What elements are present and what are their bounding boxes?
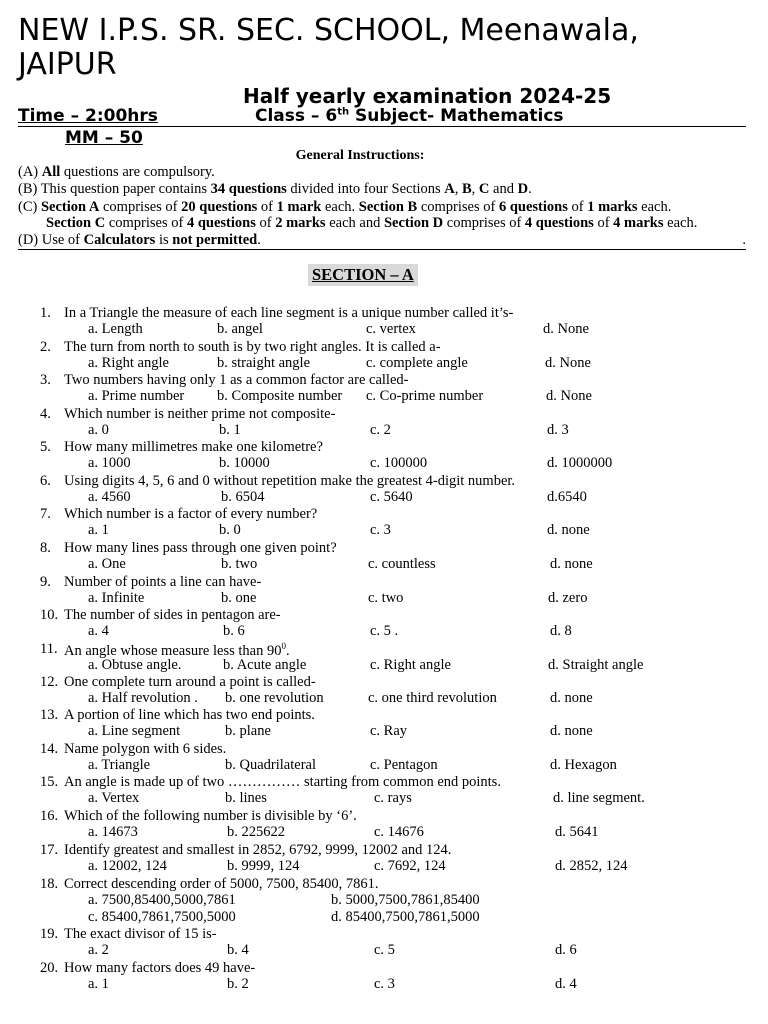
instructions-title: General Instructions: bbox=[295, 148, 425, 163]
instruction-text: each. bbox=[637, 199, 672, 215]
question-text-main: How many lines pass through one given point? bbox=[64, 540, 337, 556]
option-c: c. Right angle bbox=[370, 657, 451, 673]
question-text bbox=[64, 842, 451, 859]
option-c: c. rays bbox=[374, 790, 412, 806]
question-text-main: Which number is a factor of every number? bbox=[64, 506, 318, 522]
option-d: d. 4 bbox=[555, 976, 577, 992]
option-c: c. 5640 bbox=[370, 489, 413, 505]
question-number: 7. bbox=[40, 506, 51, 522]
option-d: d. 8 bbox=[550, 623, 572, 639]
option-a: a. Obtuse angle. bbox=[88, 657, 182, 673]
option-c: c. 3 bbox=[370, 522, 391, 538]
instruction-text: (C) bbox=[18, 199, 41, 215]
question-number: 19. bbox=[40, 926, 59, 942]
instruction-item bbox=[46, 215, 697, 232]
instruction-item bbox=[18, 181, 532, 198]
question-number: 18. bbox=[40, 876, 59, 892]
option-a: a. 1 bbox=[88, 522, 109, 538]
instruction-item bbox=[18, 164, 215, 181]
instruction-text: Calculators bbox=[83, 232, 156, 248]
option-c: c. 7692, 124 bbox=[374, 858, 446, 874]
option-c: c. 5 . bbox=[370, 623, 399, 639]
option-d: d. zero bbox=[548, 590, 588, 606]
question-text bbox=[64, 574, 261, 591]
option-b: b. 4 bbox=[227, 942, 249, 958]
option-a: a. Infinite bbox=[88, 590, 145, 606]
option-d: d. 6 bbox=[555, 942, 577, 958]
option-b: b. Acute angle bbox=[223, 657, 307, 673]
option-a: a. 1 bbox=[88, 976, 109, 992]
option-d: d. Hexagon bbox=[550, 757, 617, 773]
question-text-main: How many factors does 49 have- bbox=[64, 960, 256, 976]
question-number: 20. bbox=[40, 960, 59, 976]
option-a: a. 12002, 124 bbox=[88, 858, 167, 874]
option-d: d. none bbox=[550, 556, 593, 572]
option-b: b. one bbox=[221, 590, 257, 606]
class-suffix: th bbox=[337, 106, 350, 118]
class-label: Class – 6 bbox=[255, 106, 338, 126]
option-d: d. 2852, 124 bbox=[555, 858, 628, 874]
option-b: b. 1 bbox=[219, 422, 241, 438]
instruction-text: comprises of bbox=[417, 199, 499, 215]
option-d: d. 1000000 bbox=[547, 455, 613, 471]
instruction-text: 20 questions bbox=[181, 199, 258, 215]
question-number: 13. bbox=[40, 707, 59, 723]
class-subject bbox=[255, 106, 564, 126]
option-a: a. Half revolution . bbox=[88, 690, 198, 706]
question-number: 10. bbox=[40, 607, 59, 623]
option-b: b. Composite number bbox=[217, 388, 343, 404]
option-a: a. Triangle bbox=[88, 757, 151, 773]
question-text-main: Number of points a line can have- bbox=[64, 574, 262, 590]
option-c: c. 5 bbox=[374, 942, 395, 958]
instruction-text: not permitted bbox=[172, 232, 258, 248]
question-text bbox=[64, 439, 323, 456]
option-d: d. none bbox=[547, 522, 590, 538]
instruction-text: 4 questions bbox=[524, 215, 594, 231]
instruction-text: 1 marks bbox=[587, 199, 638, 215]
option-a: a. 0 bbox=[88, 422, 109, 438]
question-text-main: An angle is made up of two …………… starting from common end points. bbox=[64, 774, 501, 790]
question-number: 16. bbox=[40, 808, 59, 824]
question-text bbox=[64, 876, 379, 893]
instruction-item bbox=[18, 199, 671, 216]
instruction-text: is bbox=[155, 232, 173, 248]
question-text-main: In a Triangle the measure of each line segment is a unique number called it’s- bbox=[64, 305, 514, 321]
option-a: a. 1000 bbox=[88, 455, 131, 471]
question-number: 9. bbox=[40, 574, 51, 590]
question-number: 5. bbox=[40, 439, 51, 455]
question-text bbox=[64, 473, 515, 490]
option-a: a. 7500,85400,5000,7861 bbox=[88, 892, 236, 908]
instruction-text: comprises of bbox=[443, 215, 525, 231]
max-marks: MM – 50 bbox=[65, 128, 143, 148]
question-number: 4. bbox=[40, 406, 51, 422]
option-c: c. 100000 bbox=[370, 455, 428, 471]
question-text-main: An angle whose measure less than 90 bbox=[64, 642, 282, 659]
instruction-text: questions are compulsory. bbox=[60, 164, 215, 180]
question-number: 11. bbox=[40, 641, 58, 657]
subject-label: Subject- Mathematics bbox=[355, 106, 564, 126]
question-text bbox=[64, 674, 316, 691]
option-d: d. Straight angle bbox=[548, 657, 644, 673]
option-b: b. Quadrilateral bbox=[225, 757, 316, 773]
question-text-main: Using digits 4, 5, 6 and 0 without repetition make the greatest 4-digit number. bbox=[64, 473, 516, 489]
option-c: c. complete angle bbox=[366, 355, 468, 371]
question-text bbox=[64, 607, 281, 624]
option-b: b. one revolution bbox=[225, 690, 324, 706]
option-d: d. line segment. bbox=[553, 790, 645, 806]
option-d: d. None bbox=[546, 388, 592, 404]
option-a: a. 14673 bbox=[88, 824, 138, 840]
instruction-text: 4 questions bbox=[186, 215, 256, 231]
option-c: c. Co-prime number bbox=[366, 388, 484, 404]
option-a: a. 4560 bbox=[88, 489, 131, 505]
option-c: c. countless bbox=[368, 556, 436, 572]
question-number: 12. bbox=[40, 674, 59, 690]
option-a: a. 2 bbox=[88, 942, 109, 958]
instruction-text: A bbox=[444, 181, 455, 197]
option-b: b. 6 bbox=[223, 623, 245, 639]
question-text-main: Identify greatest and smallest in 2852, 6792, 9999, 12002 and 124. bbox=[64, 842, 452, 858]
question-text-main: Correct descending order of 5000, 7500, 85400, 7861. bbox=[64, 876, 379, 892]
instruction-item bbox=[18, 232, 746, 250]
question-number: 1. bbox=[40, 305, 51, 321]
instruction-text: and bbox=[489, 181, 518, 197]
instruction-text: All bbox=[41, 164, 61, 180]
instruction-text: B bbox=[462, 181, 472, 197]
instruction-text: of bbox=[255, 215, 276, 231]
question-number: 8. bbox=[40, 540, 51, 556]
option-a: a. Vertex bbox=[88, 790, 140, 806]
instruction-text: 1 mark bbox=[276, 199, 322, 215]
option-b: b. 6504 bbox=[221, 489, 265, 505]
question-text-main: Two numbers having only 1 as a common factor are called- bbox=[64, 372, 409, 388]
option-a: a. Length bbox=[88, 321, 143, 337]
option-c: c. vertex bbox=[366, 321, 416, 337]
instruction-text: Section C bbox=[46, 215, 106, 231]
question-number: 17. bbox=[40, 842, 59, 858]
exam-time: Time – 2:00hrs bbox=[18, 106, 158, 126]
option-a: a. 4 bbox=[88, 623, 109, 639]
question-text-main: How many millimetres make one kilometre? bbox=[64, 439, 323, 455]
question-number: 15. bbox=[40, 774, 59, 790]
option-b: b. 0 bbox=[219, 522, 241, 538]
instruction-text: (D) Use of bbox=[18, 232, 84, 248]
question-text-main: A portion of line which has two end points. bbox=[64, 707, 315, 723]
instruction-text: comprises of bbox=[99, 199, 182, 215]
instruction-text: of bbox=[567, 199, 588, 215]
question-number: 2. bbox=[40, 339, 51, 355]
instruction-text: of bbox=[593, 215, 614, 231]
instruction-text: of bbox=[257, 199, 277, 215]
option-d: d.6540 bbox=[547, 489, 587, 505]
instruction-text: 34 questions bbox=[210, 181, 287, 197]
option-d: d. none bbox=[550, 690, 593, 706]
option-d: d. none bbox=[550, 723, 593, 739]
instruction-text: (B) This question paper contains bbox=[18, 181, 211, 197]
instruction-text: C bbox=[478, 181, 490, 197]
question-text-main: One complete turn around a point is called- bbox=[64, 674, 316, 690]
option-b: b. two bbox=[221, 556, 258, 572]
instruction-text: Section D bbox=[383, 215, 444, 231]
question-text bbox=[64, 741, 226, 758]
question-text bbox=[64, 339, 441, 356]
question-text-main: Which number is neither prime not composite- bbox=[64, 406, 336, 422]
question-text bbox=[64, 926, 217, 943]
question-text-suffix: . bbox=[285, 642, 290, 659]
instruction-text: , bbox=[471, 181, 479, 197]
instruction-text: (A) bbox=[18, 164, 42, 180]
question-text bbox=[64, 808, 357, 825]
instruction-text: . bbox=[528, 181, 532, 197]
question-text bbox=[64, 305, 513, 322]
option-c: c. 3 bbox=[374, 976, 395, 992]
option-b: b. 5000,7500,7861,85400 bbox=[331, 892, 480, 908]
question-text bbox=[64, 707, 315, 724]
option-d: d. 5641 bbox=[555, 824, 599, 840]
option-c: c. 2 bbox=[370, 422, 391, 438]
instruction-text: Section B bbox=[358, 199, 418, 215]
option-c: c. Pentagon bbox=[370, 757, 438, 773]
section-a-title: SECTION – A bbox=[308, 264, 418, 286]
instruction-text: D bbox=[517, 181, 529, 197]
instruction-text: , bbox=[454, 181, 462, 197]
instruction-text: 4 marks bbox=[613, 215, 664, 231]
question-text bbox=[64, 372, 408, 389]
option-b: b. 2 bbox=[227, 976, 249, 992]
option-b: b. lines bbox=[225, 790, 267, 806]
option-b: b. 225622 bbox=[227, 824, 285, 840]
option-d: d. 3 bbox=[547, 422, 569, 438]
exam-details-row bbox=[18, 106, 746, 127]
option-a: a. Line segment bbox=[88, 723, 181, 739]
school-name: NEW I.P.S. SR. SEC. SCHOOL, Meenawala, JAIPUR bbox=[18, 13, 639, 82]
option-d: d. None bbox=[543, 321, 589, 337]
question-text bbox=[64, 406, 335, 423]
question-text bbox=[64, 960, 255, 977]
instruction-text: Section A bbox=[40, 199, 100, 215]
option-c: c. one third revolution bbox=[368, 690, 497, 706]
option-c: c. two bbox=[368, 590, 404, 606]
instruction-text: comprises of bbox=[105, 215, 187, 231]
option-a: a. Right angle bbox=[88, 355, 169, 371]
question-text bbox=[64, 506, 317, 523]
option-c: c. Ray bbox=[370, 723, 408, 739]
option-d: d. None bbox=[545, 355, 591, 371]
option-d: d. 85400,7500,7861,5000 bbox=[331, 909, 480, 925]
question-text-main: Which of the following number is divisible by ‘6’. bbox=[64, 808, 357, 824]
question-number: 3. bbox=[40, 372, 51, 388]
option-c: c. 85400,7861,7500,5000 bbox=[88, 909, 236, 925]
option-b: b. angel bbox=[217, 321, 263, 337]
instruction-text: divided into four Sections bbox=[286, 181, 445, 197]
instruction-trailing-dot: . bbox=[742, 232, 746, 248]
instruction-text: each and bbox=[325, 215, 384, 231]
question-text bbox=[64, 774, 501, 791]
instruction-text: each. bbox=[321, 199, 359, 215]
option-c: c. 14676 bbox=[374, 824, 424, 840]
option-a: a. One bbox=[88, 556, 126, 572]
question-text bbox=[64, 540, 337, 557]
instruction-text: each. bbox=[663, 215, 698, 231]
question-text-main: Name polygon with 6 sides. bbox=[64, 741, 227, 757]
option-a: a. Prime number bbox=[88, 388, 185, 404]
question-text-main: The turn from north to south is by two right angles. It is called a- bbox=[64, 339, 441, 355]
question-number: 14. bbox=[40, 741, 59, 757]
question-number: 6. bbox=[40, 473, 51, 489]
instruction-text: 6 questions bbox=[498, 199, 568, 215]
option-b: b. plane bbox=[225, 723, 271, 739]
exam-title: Half yearly examination 2024-25 bbox=[243, 84, 612, 108]
question-text-main: The number of sides in pentagon are- bbox=[64, 607, 281, 623]
degree-superscript: 0 bbox=[281, 641, 286, 651]
instruction-text: 2 marks bbox=[275, 215, 326, 231]
option-b: b. 10000 bbox=[219, 455, 270, 471]
option-b: b. 9999, 124 bbox=[227, 858, 300, 874]
instruction-text: . bbox=[257, 232, 261, 248]
question-text-main: The exact divisor of 15 is- bbox=[64, 926, 217, 942]
option-b: b. straight angle bbox=[217, 355, 311, 371]
